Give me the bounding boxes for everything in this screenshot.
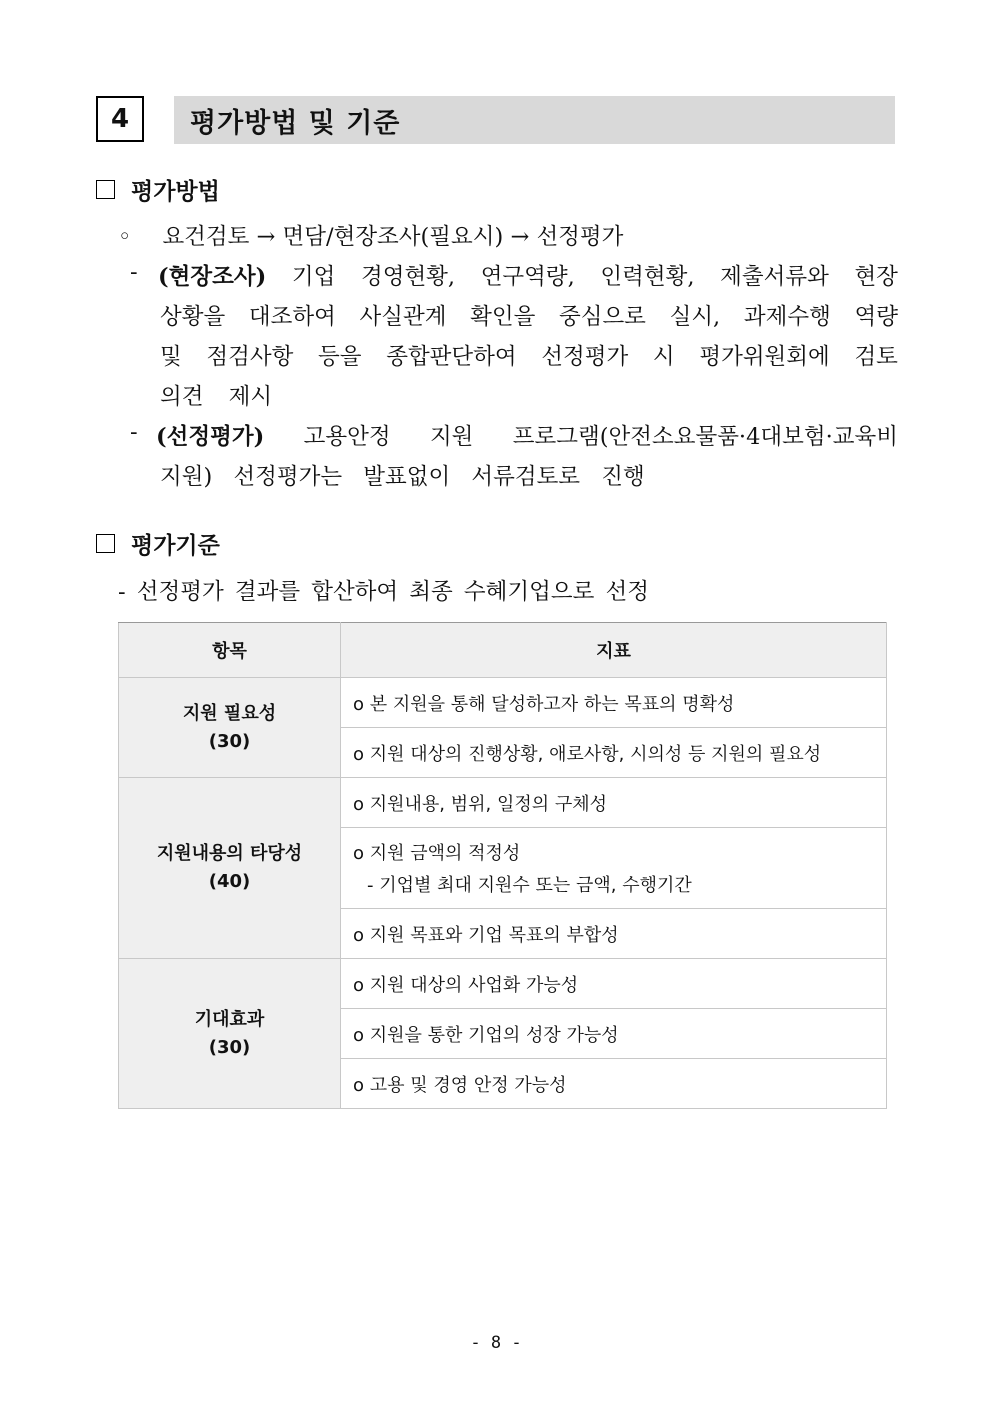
table-header-cell: 지표 [341,623,887,678]
method-item-line [156,419,898,451]
method-item-dash: - [130,419,138,445]
section-title: 평가방법 및 기준 [174,96,895,144]
category-cell [119,678,341,778]
checkbox-square-icon [96,180,115,199]
section-number: 4 [96,96,144,142]
word: 선정평가는 [233,464,343,490]
word: 종합판단하여 [386,344,517,370]
category-cell [119,778,341,959]
method-flow: 요건검토 → 면담/현장조사(필요시) → 선정평가 [162,224,624,250]
method-item-label: (선정평가) [156,424,265,450]
method-item-line [160,339,898,371]
criteria-table [118,622,887,1109]
word: 발표없이 [363,464,451,490]
word: 연구역량, [480,264,575,290]
word: 평가위원회에 [699,344,830,370]
criteria-heading [96,527,220,560]
method-item-dash: - [130,259,138,285]
word: 확인을 [470,304,536,330]
word: 등을 [318,344,362,370]
method-item-line [160,299,898,331]
section-header [96,96,896,146]
word: 기업 [291,264,336,290]
word: 선정평가 [541,344,629,370]
word: 실시, [669,304,721,330]
table-row [119,778,887,828]
method-flow-line [118,219,623,251]
method-item-line [160,379,272,411]
word: 제시 [228,384,273,410]
indicator-cell: o 지원 목표와 기업 목표의 부합성 [341,909,887,959]
word: 경영현황, [360,264,456,290]
page-number: - 8 - [470,1333,522,1353]
word: 서류검토로 [471,464,581,490]
bullet-icon: ◦ [118,224,132,250]
indicator-cell: o 본 지원을 통해 달성하고자 하는 목표의 명확성 [341,678,887,728]
table-row [119,678,887,728]
word: 시 [652,344,675,370]
criteria-heading-text: 평가기준 [131,532,220,559]
method-heading [96,173,220,206]
method-item-line [158,259,898,291]
word: 상황을 [160,304,226,330]
indicator-cell: o 지원 대상의 사업화 가능성 [341,959,887,1009]
word: 고용안정 [303,424,391,450]
word: 검토 [854,344,898,370]
word: 프로그램(안전소요물품·4대보험·교육비 [512,424,898,450]
word: 인력현황, [600,264,695,290]
method-heading-text: 평가방법 [131,178,220,205]
word: 점검사항 [206,344,294,370]
word: 역량 [854,304,898,330]
indicator-cell: o 지원 대상의 진행상황, 애로사항, 시의성 등 지원의 필요성 [341,728,887,778]
indicator-cell: o 지원내용, 범위, 일정의 구체성 [341,778,887,828]
category-name: 기대효과 [194,1008,265,1030]
word: 진행 [601,464,645,490]
table-header-row [119,623,887,678]
table-header-cell: 항목 [119,623,341,678]
indicator-subtext: - 기업별 최대 지원수 또는 금액, 수행기간 [367,875,692,896]
indicator-cell: o 고용 및 경영 안정 가능성 [341,1059,887,1109]
indicator-cell [341,828,887,909]
table-row [119,959,887,1009]
category-score: (30) [208,1036,251,1058]
category-name: 지원 필요성 [182,702,277,724]
criteria-intro: - 선정평가 결과를 합산하여 최종 수혜기업으로 선정 [118,579,649,605]
indicator-text: o 지원 금액의 적정성 [353,843,521,864]
word: 과제수행 [743,304,831,330]
word: 지원 [429,424,474,450]
word: 제출서류와 [720,264,829,290]
word: 및 [160,344,182,370]
word: 중심으로 [558,304,646,330]
checkbox-square-icon [96,534,115,553]
category-name: 지원내용의 타당성 [156,843,303,864]
category-cell [119,959,341,1109]
word: 사실관계 [359,304,447,330]
category-score: (30) [208,730,251,752]
method-item-line [160,459,645,491]
category-score: (40) [208,871,251,892]
word: 대조하여 [248,304,336,330]
word: 현장 [854,264,898,290]
indicator-cell: o 지원을 통한 기업의 성장 가능성 [341,1009,887,1059]
method-item-label: (현장조사) [158,264,267,290]
word: 지원) [160,464,213,490]
word: 의견 [160,384,204,410]
